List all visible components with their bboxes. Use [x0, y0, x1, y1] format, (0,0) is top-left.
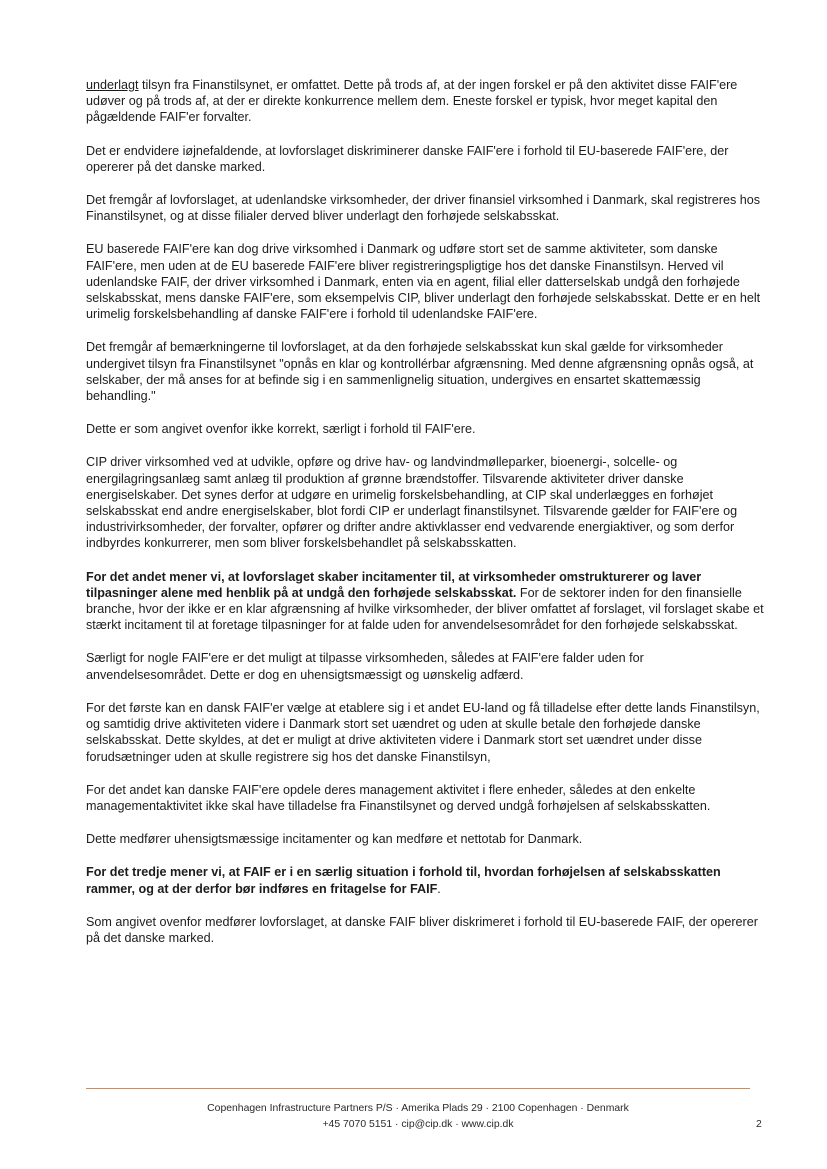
- paragraph: [86, 831, 766, 847]
- paragraph-text: Dette er som angivet ovenfor ikke korrekt, særligt i forhold til FAIF'ere.: [86, 422, 476, 437]
- paragraph: [86, 192, 766, 224]
- paragraph: [86, 77, 766, 126]
- paragraph-text: Som angivet ovenfor medfører lovforslaget, at danske FAIF bliver diskrimeret i forhold til EU-baserede FAIF, der opererer på det danske marked.: [86, 914, 758, 945]
- footer-contact: +45 7070 5151 · cip@cip.dk · www.cip.dk: [322, 1119, 514, 1130]
- paragraph-text: .: [437, 881, 441, 896]
- paragraph: [86, 143, 766, 175]
- paragraph-text: For det andet kan danske FAIF'ere opdele deres management aktivitet i flere enheder, således at den enkelte managementaktivitet ikke skal have tilladelse fra Finanstilsynet og derved undgå forhøjelsen af selskabsskatten.: [86, 782, 711, 813]
- underlined-text: underlagt: [86, 78, 139, 92]
- footer-divider: [86, 1088, 750, 1089]
- bold-text: For det tredje mener vi, at FAIF er i en særlig situation i forhold til, hvordan forhøjelsen af selskabsskatten rammer, og at der derfor bør indføres en fritagelse for FAIF: [86, 865, 721, 896]
- paragraph-text: Det fremgår af lovforslaget, at udenlandske virksomheder, der driver finansiel virksomhed i Danmark, skal registreres hos Finanstilsynet, og at disse filialer derved bliver underlagt den forhøjede selskabsskat.: [86, 193, 761, 224]
- paragraph-text: For de sektorer inden for den finansielle branche, hvor der ikke er en klar afgrænsning af hvilke virksomheder, der bliver omfattet af forslaget, vil forslaget skabe et stærkt incitament til at foretage tilpasninger for at falde uden for anvendelsesområdet for den forhøjede selskabsskat.: [86, 585, 764, 633]
- document-body: [86, 77, 766, 963]
- page-number: 2: [756, 1119, 762, 1130]
- page-footer: [86, 1101, 750, 1133]
- paragraph-text: EU baserede FAIF'ere kan dog drive virksomhed i Danmark og udføre stort set de samme aktiviteter, som danske FAIF'ere, men uden at de EU baserede FAIF'ere bliver registreringspligtige hos det danske Finanstilsyn. Herved vil udenlandske FAIF, der driver virksomhed i Danmark, enten via en agent, filial eller datterselskab undgå den forhøjede selskabsskat, mens danske FAIF'ere, som eksempelvis CIP, bliver underlagt den forhøjede selskabsskat. Dette er en helt urimelig forskelsbehandling af danske FAIF'ere i forhold til udenlandske FAIF'ere.: [86, 242, 761, 322]
- paragraph-text: tilsyn fra Finanstilsynet, er omfattet. Dette på trods af, at der ingen forskel er på den aktivitet disse FAIF'ere udøver og på trods af, at der er direkte konkurrence mellem dem. Eneste forskel er typisk, hvor meget kapital den pågældende FAIF'er forvalter.: [86, 78, 738, 125]
- paragraph-text: Særligt for nogle FAIF'ere er det muligt at tilpasse virksomheden, således at FAIF'ere falder uden for anvendelsesområdet. Dette er dog en uhensigtsmæssigt og uønskelig adfærd.: [86, 651, 644, 682]
- paragraph-text: Dette medfører uhensigtsmæssige incitamenter og kan medføre et nettotab for Danmark.: [86, 832, 583, 847]
- paragraph: [86, 782, 766, 814]
- paragraph: [86, 569, 766, 634]
- paragraph: [86, 241, 766, 322]
- paragraph-text: CIP driver virksomhed ved at udvikle, opføre og drive hav- og landvindmølleparker, bioenergi-, solcelle- og energilagringsanlæg samt anlæg til produktion af grønne brændstoffer. Tilsvarende aktiviteter driver danske energiselskaber. Det synes derfor at udgøre en urimelig forskelsbehandling, at CIP skal underlægges en forhøjet selskabsskat end andre energiselskaber, blot fordi CIP er underlagt finanstilsynet. Tilsvarende gælder for FAIF'ere og industrivirksomheder, der forvalter, opfører og drifter andre aktivklasser end vedvarende energiaktiver, og som derfor indbyrdes konkurrerer, men som bliver forskelsbehandlet på selskabsskatten.: [86, 455, 738, 551]
- paragraph-text: Det fremgår af bemærkningerne til lovforslaget, at da den forhøjede selskabsskat kun skal gælde for virksomheder undergivet tilsyn fra Finanstilsynet "opnås en klar og kontrollérbar afgrænsning. Med denne afgrænsning opnås også, at selskaber, der må anses for at befinde sig i en sammenlignelig situation, undergives en ensartet skattemæssig behandling.": [86, 340, 754, 404]
- paragraph: [86, 914, 766, 946]
- paragraph: [86, 650, 766, 682]
- bold-text: For det andet mener vi, at lovforslaget skaber incitamenter til, at virksomheder omstrukturerer og laver tilpasninger alene med henblik på at undgå den forhøjede selskabsskat.: [86, 569, 702, 600]
- paragraph: [86, 864, 766, 896]
- paragraph-text: Det er endvidere iøjnefaldende, at lovforslaget diskriminerer danske FAIF'ere i forhold til EU-baserede FAIF'ere, der opererer på det danske marked.: [86, 143, 729, 174]
- paragraph: [86, 454, 766, 551]
- footer-address: Copenhagen Infrastructure Partners P/S · Amerika Plads 29 · 2100 Copenhagen · Denmark: [207, 1103, 629, 1114]
- paragraph: [86, 339, 766, 404]
- paragraph-text: For det første kan en dansk FAIF'er vælge at etablere sig i et andet EU-land og få tilladelse efter dette lands Finanstilsyn, og samtidig drive aktiviteten videre i Danmark stort set uændret og uden at skulle betale den forhøjede danske selskabsskat. Dette skyldes, at det er muligt at drive aktiviteten videre i Danmark stort set uændret under disse forudsætninger uden at skulle registrere sig hos det danske Finanstilsyn,: [86, 700, 760, 764]
- paragraph: [86, 700, 766, 765]
- paragraph: [86, 421, 766, 437]
